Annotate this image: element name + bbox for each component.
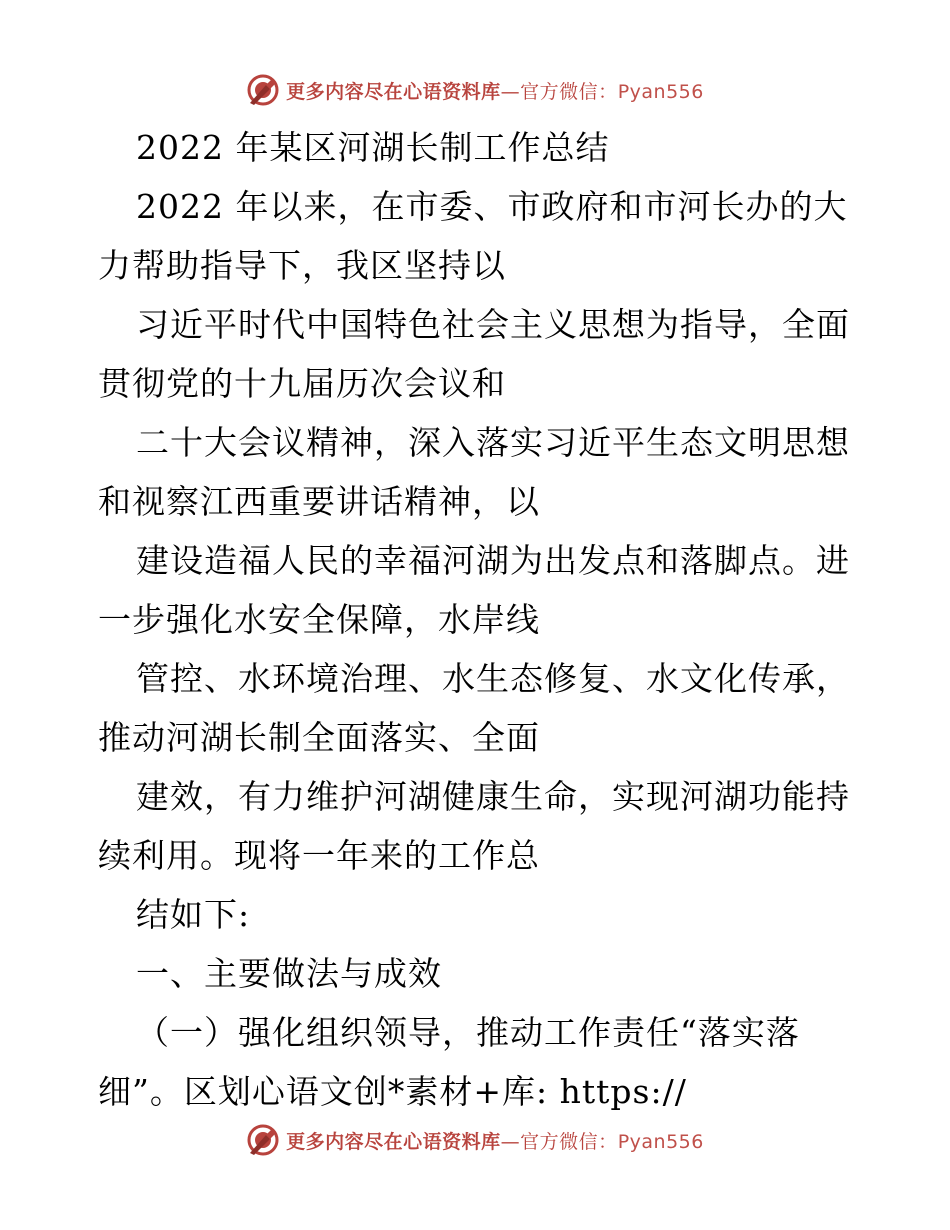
text-line: 一、主要做法与成效 bbox=[136, 954, 442, 993]
text-line: 和视察江西重要讲话精神，以 bbox=[98, 482, 540, 521]
banner-wechat-label: 官方微信： bbox=[520, 80, 618, 103]
text-line: 细”。区划心语文创*素材+库: https:// bbox=[98, 1072, 687, 1111]
text-line: 习近平时代中国特色社会主义思想为指导，全面 bbox=[136, 305, 850, 344]
text-line: 力帮助指导下，我区坚持以 bbox=[98, 246, 506, 285]
pen-logo-icon bbox=[246, 1123, 280, 1157]
document-body bbox=[98, 118, 858, 1121]
pen-logo-icon bbox=[246, 73, 280, 107]
text-line: 一步强化水安全保障，水岸线 bbox=[98, 600, 540, 639]
banner-dash: — bbox=[500, 1130, 521, 1153]
document-title: 2022 年某区河湖长制工作总结 bbox=[136, 128, 610, 167]
text-line: 建效，有力维护河湖健康生命，实现河湖功能持 bbox=[136, 777, 850, 816]
text-line: 推动河湖长制全面落实、全面 bbox=[98, 718, 540, 757]
footer-banner bbox=[0, 1118, 950, 1162]
header-banner bbox=[0, 68, 950, 112]
header-banner-text bbox=[286, 77, 704, 104]
text-line: 贯彻党的十九届历次会议和 bbox=[98, 364, 506, 403]
text-line: 建设造福人民的幸福河湖为出发点和落脚点。进 bbox=[136, 541, 850, 580]
banner-brand-text: 更多内容尽在心语资料库 bbox=[286, 1130, 501, 1153]
banner-brand-text: 更多内容尽在心语资料库 bbox=[286, 80, 501, 103]
banner-dash: — bbox=[500, 80, 521, 103]
footer-banner-text bbox=[286, 1127, 704, 1154]
text-line: 二十大会议精神，深入落实习近平生态文明思想 bbox=[136, 423, 850, 462]
text-line: （一）强化组织领导，推动工作责任“落实落 bbox=[136, 1013, 800, 1052]
banner-wechat-id: Pyan556 bbox=[617, 80, 704, 103]
text-line: 结如下: bbox=[136, 895, 251, 934]
text-line: 续利用。现将一年来的工作总 bbox=[98, 836, 540, 875]
text-line: 管控、水环境治理、水生态修复、水文化传承， bbox=[136, 659, 850, 698]
banner-wechat-id: Pyan556 bbox=[617, 1130, 704, 1153]
text-line: 2022 年以来，在市委、市政府和市河长办的大 bbox=[136, 187, 848, 226]
banner-wechat-label: 官方微信： bbox=[520, 1130, 618, 1153]
